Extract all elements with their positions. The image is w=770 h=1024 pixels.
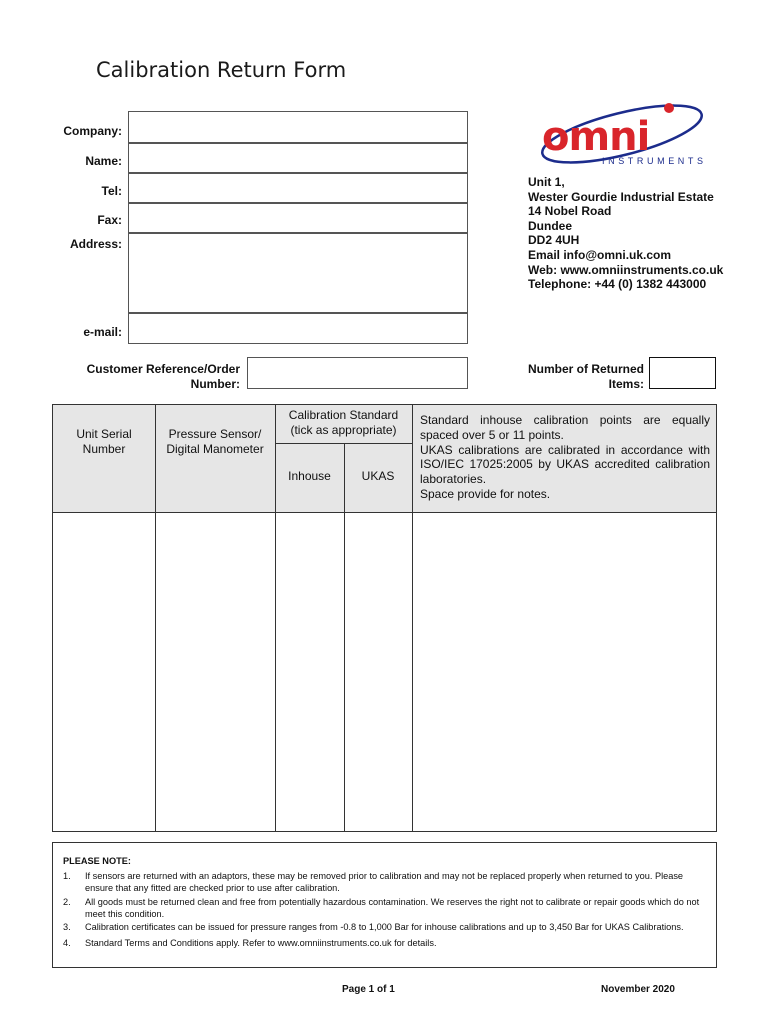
ukas-cell[interactable]	[345, 513, 412, 831]
tel-label: Tel:	[101, 184, 122, 198]
company-field[interactable]	[128, 111, 468, 143]
email-field[interactable]	[128, 313, 468, 344]
note-item: 4. Standard Terms and Conditions apply. Refer to www.omniinstruments.co.uk for details.	[63, 938, 437, 949]
header-ukas: UKAS	[361, 469, 395, 483]
address-field[interactable]	[128, 233, 468, 313]
note-item: 1. If sensors are returned with an adaptors, these may be removed prior to calibration and may not be replaced properly when returned to you. Please ensure that any fitted are checked prior to use after calibration.	[63, 871, 684, 894]
items-table	[52, 404, 717, 832]
company-address: Unit 1, Wester Gourdie Industrial Estate 14 Nobel Road Dundee DD2 4UH Email info@omni.uk.com Web: www.omniinstruments.co.uk Telephone: +44 (0) 1382 443000	[528, 175, 724, 292]
name-field[interactable]	[128, 143, 468, 173]
please-note-title: PLEASE NOTE:	[63, 856, 131, 866]
fax-label: Fax:	[97, 213, 122, 227]
inhouse-cell[interactable]	[276, 513, 344, 831]
header-unit-serial: Unit Serial Number	[76, 427, 132, 456]
returned-items-field[interactable]	[649, 357, 716, 389]
name-label: Name:	[85, 154, 122, 168]
header-notes: Standard inhouse calibration points are equally spaced over 5 or 11 points. UKAS calibrations are calibrated in accordance with ISO/IEC 17025:2005 by UKAS accredited calibration laboratories. Space provide for notes.	[420, 413, 710, 501]
reference-field[interactable]	[247, 357, 468, 389]
note-item: 3. Calibration certificates can be issued for pressure ranges from -0.8 to 1,000 Bar for inhouse calibrations and up to 3,450 Bar for UKAS Calibrations.	[63, 922, 684, 933]
svg-text:omni: omni	[542, 114, 650, 160]
page-title: Calibration Return Form	[96, 58, 347, 82]
fax-field[interactable]	[128, 203, 468, 233]
form-date: November 2020	[601, 984, 675, 995]
omni-logo	[522, 100, 722, 170]
address-label: Address:	[69, 237, 122, 251]
note-item: 2. All goods must be returned clean and free from potentially hazardous contamination. We reserves the right not to calibrate or repair goods which do not meet this condition.	[63, 896, 700, 919]
returned-items-label: Number of Returned Items:	[527, 362, 644, 391]
header-pressure-sensor: Pressure Sensor/ Digital Manometer	[166, 427, 264, 456]
company-label: Company:	[63, 124, 122, 138]
svg-text:INSTRUMENTS: INSTRUMENTS	[602, 156, 707, 166]
sensor-cell[interactable]	[156, 513, 275, 831]
page-number: Page 1 of 1	[342, 984, 395, 995]
header-calibration-standard: Calibration Standard (tick as appropriate)	[288, 408, 399, 437]
reference-label: Customer Reference/Order Number:	[86, 362, 240, 391]
serial-cell[interactable]	[53, 513, 155, 831]
header-inhouse: Inhouse	[288, 469, 331, 483]
email-label: e-mail:	[83, 325, 122, 339]
please-note-box	[52, 842, 717, 968]
tel-field[interactable]	[128, 173, 468, 203]
notes-cell[interactable]	[413, 513, 716, 831]
